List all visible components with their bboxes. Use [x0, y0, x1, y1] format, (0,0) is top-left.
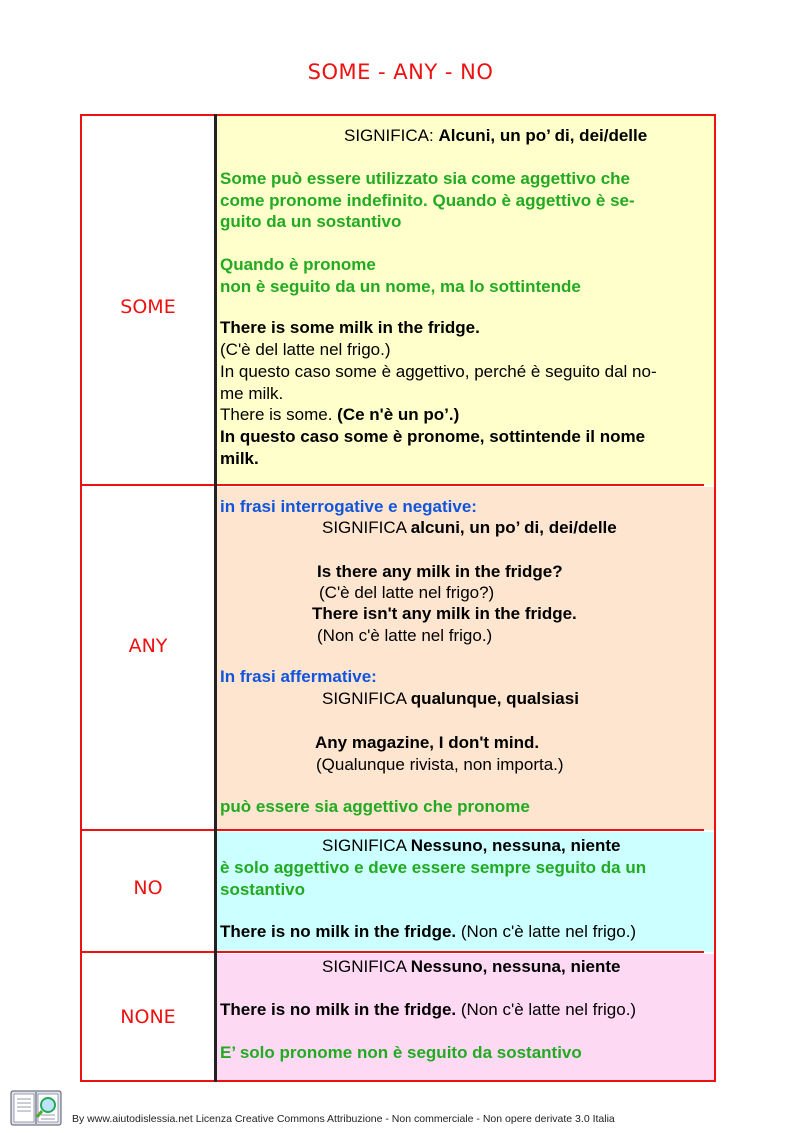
some-green-line: come pronome indefinito. Quando è aggettivo è se- [220, 190, 635, 210]
some-significa: SIGNIFICA: Alcuni, un po’ di, dei/delle [344, 126, 648, 145]
any-example-translation: (Qualunque rivista, non importa.) [316, 755, 564, 774]
any-heading-2: In frasi affermative: [220, 667, 377, 686]
some-example-2: There is some. (Ce n'è un po’.) [220, 405, 460, 424]
some-note: In questo caso some è aggettivo, perché è seguito dal no- [220, 362, 657, 381]
some-example: There is some milk in the fridge. [220, 318, 480, 337]
any-example-translation: (Non c'è latte nel frigo.) [317, 626, 493, 645]
some-example-translation: (C'è del latte nel frigo.) [220, 340, 391, 359]
some-green-line: Some può essere utilizzato sia come aggettivo che [220, 169, 631, 188]
some-note-2: milk. [220, 448, 259, 468]
footer-license: By www.aiutodislessia.net Licenza Creative Commons Attribuzione - Non commerciale - Non opere derivate 3.0 Italia [72, 1113, 615, 1125]
any-significa-1: SIGNIFICA alcuni, un po’ di, dei/delle [322, 518, 617, 537]
some-green-line: guito da un sostantivo [220, 212, 402, 231]
no-green-line: sostantivo [220, 879, 306, 899]
label-some: SOME [120, 296, 176, 318]
any-example: Any magazine, I don't mind. [315, 733, 540, 752]
any-heading-1: in frasi interrogative e negative: [220, 497, 477, 516]
any-example: Is there any milk in the fridge? [317, 562, 563, 581]
some-note: me milk. [220, 383, 284, 403]
none-significa: SIGNIFICA Nessuno, nessuna, niente [322, 957, 621, 976]
any-example-translation: (C'è del latte nel frigo?) [319, 583, 495, 602]
page-title: SOME - ANY - NO [307, 60, 494, 84]
any-significa-2: SIGNIFICA qualunque, qualsiasi [322, 689, 579, 708]
label-none: NONE [120, 1006, 176, 1028]
no-example: There is no milk in the fridge. (Non c'è latte nel frigo.) [220, 922, 637, 941]
none-green-note: E’ solo pronome non è seguito da sostantivo [220, 1043, 582, 1062]
some-green-line: non è seguito da un nome, ma lo sottintende [220, 276, 581, 296]
row-divider [82, 829, 704, 831]
some-green-line: Quando è pronome [220, 255, 376, 274]
none-example: There is no milk in the fridge. (Non c'è latte nel frigo.) [220, 1000, 637, 1019]
some-note-2: In questo caso some è pronome, sottintende il nome [220, 427, 646, 446]
book-magnifier-icon [10, 1088, 62, 1128]
column-divider [214, 114, 217, 1082]
no-green-line: è solo aggettivo e deve essere sempre seguito da un [220, 858, 647, 877]
row-divider [82, 484, 704, 486]
no-significa: SIGNIFICA Nessuno, nessuna, niente [322, 836, 621, 855]
row-divider [82, 951, 704, 953]
label-any: ANY [128, 635, 168, 657]
label-no: NO [133, 877, 163, 899]
any-example: There isn't any milk in the fridge. [312, 604, 577, 623]
any-green-note: può essere sia aggettivo che pronome [220, 797, 530, 816]
